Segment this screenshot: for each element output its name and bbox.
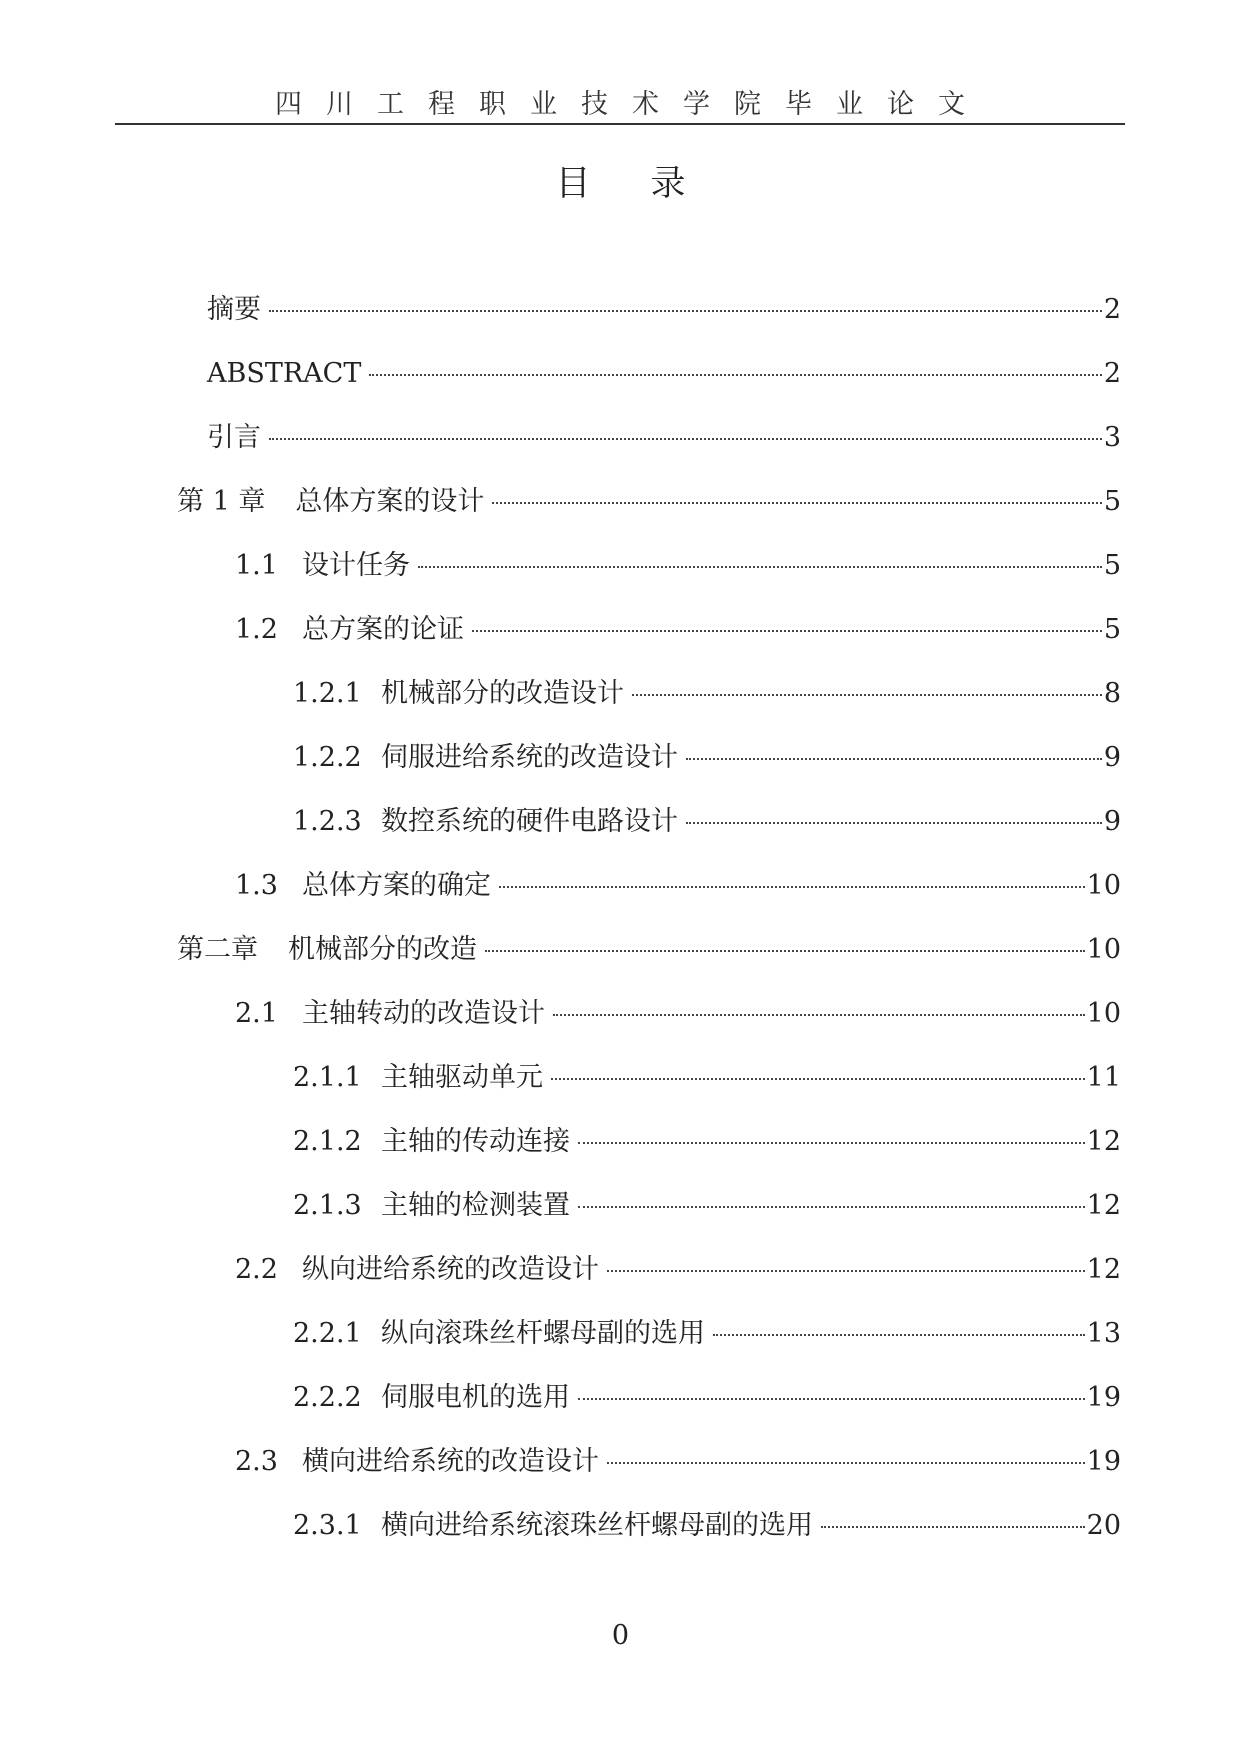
dot-leader xyxy=(686,822,1102,824)
toc-entry-page: 13 xyxy=(1086,1318,1121,1349)
toc-entry-number: 第 1 章 xyxy=(177,486,266,517)
toc-entry-number: 1.2.2 xyxy=(293,742,362,773)
dot-leader xyxy=(632,694,1102,696)
toc-entry-number: 2.1.1 xyxy=(293,1062,362,1093)
toc-entry-number: 2.3.1 xyxy=(293,1510,362,1541)
toc-entry-page: 2 xyxy=(1103,294,1121,325)
toc-entry-label: 伺服进给系统的改造设计 xyxy=(381,742,678,773)
toc-entry-page: 5 xyxy=(1103,550,1121,581)
toc-entry-label: 总方案的论证 xyxy=(302,614,464,645)
toc-entry[interactable] xyxy=(235,1442,1121,1482)
toc-entry[interactable] xyxy=(293,1378,1121,1418)
toc-entry-number: 1.2 xyxy=(235,614,278,645)
toc-entry-page: 5 xyxy=(1103,486,1121,517)
dot-leader xyxy=(686,758,1102,760)
toc-entry-page: 5 xyxy=(1103,614,1121,645)
toc-entry[interactable] xyxy=(293,1058,1121,1098)
toc-entry-label: 主轴的检测装置 xyxy=(381,1190,570,1221)
toc-entry-label: 总体方案的设计 xyxy=(295,486,485,517)
toc-entry[interactable] xyxy=(293,1122,1121,1162)
toc-entry-number: 2.1 xyxy=(235,998,278,1029)
toc-entry-page: 9 xyxy=(1103,742,1121,773)
toc-entry[interactable] xyxy=(177,930,1121,970)
toc-entry[interactable] xyxy=(177,354,1121,394)
toc-entry[interactable] xyxy=(177,290,1121,330)
dot-leader xyxy=(369,374,1101,376)
toc-entry-label: 主轴转动的改造设计 xyxy=(302,998,545,1029)
toc-entry[interactable] xyxy=(177,418,1121,458)
toc-entry[interactable] xyxy=(235,546,1121,586)
toc-entry-label: 主轴的传动连接 xyxy=(381,1126,570,1157)
toc-entry-number: 1.1 xyxy=(235,550,278,581)
toc-entry-number: 1.3 xyxy=(235,870,278,901)
dot-leader xyxy=(492,502,1101,504)
toc-entry-number: 1.2.3 xyxy=(293,806,362,837)
toc-entry-number: 2.2 xyxy=(235,1254,278,1285)
dot-leader xyxy=(578,1142,1085,1144)
toc-entry[interactable] xyxy=(235,1250,1121,1290)
dot-leader xyxy=(578,1206,1085,1208)
toc-entry[interactable] xyxy=(293,1506,1121,1546)
header-rule xyxy=(115,123,1125,125)
toc-entry-label: 机械部分的改造 xyxy=(288,934,477,965)
toc-entry-number: 2.3 xyxy=(235,1446,278,1477)
toc-entry[interactable] xyxy=(235,994,1121,1034)
toc-entry[interactable] xyxy=(293,802,1121,842)
toc-entry-label: ABSTRACT xyxy=(207,358,362,389)
toc-entry[interactable] xyxy=(235,866,1121,906)
toc-entry-page: 19 xyxy=(1086,1382,1121,1413)
toc-entry[interactable] xyxy=(293,738,1121,778)
dot-leader xyxy=(607,1270,1085,1272)
dot-leader xyxy=(713,1334,1085,1336)
dot-leader xyxy=(418,566,1102,568)
toc-entry-page: 2 xyxy=(1103,358,1121,389)
toc-entry-label: 数控系统的硬件电路设计 xyxy=(381,806,678,837)
toc-entry-label: 机械部分的改造设计 xyxy=(381,678,624,709)
toc-entry-page: 20 xyxy=(1086,1510,1121,1541)
toc-entry-page: 12 xyxy=(1086,1254,1121,1285)
dot-leader xyxy=(472,630,1102,632)
toc-entry-label: 摘要 xyxy=(207,294,261,325)
toc-entry-label: 总体方案的确定 xyxy=(302,870,491,901)
dot-leader xyxy=(269,310,1102,312)
toc-entry[interactable] xyxy=(235,610,1121,650)
toc-entry-label: 横向进给系统滚珠丝杆螺母副的选用 xyxy=(381,1510,813,1541)
toc-entry-label: 伺服电机的选用 xyxy=(381,1382,570,1413)
toc-entry-page: 12 xyxy=(1086,1126,1121,1157)
toc-entry-page: 3 xyxy=(1103,422,1121,453)
toc-entry[interactable] xyxy=(293,1314,1121,1354)
dot-leader xyxy=(269,438,1102,440)
dot-leader xyxy=(551,1078,1085,1080)
toc-entry-page: 9 xyxy=(1103,806,1121,837)
dot-leader xyxy=(553,1014,1085,1016)
dot-leader xyxy=(821,1526,1085,1528)
toc-entry-label: 纵向进给系统的改造设计 xyxy=(302,1254,599,1285)
dot-leader xyxy=(485,950,1085,952)
toc-entry-number: 1.2.1 xyxy=(293,678,362,709)
toc-entry-number: 2.1.3 xyxy=(293,1190,362,1221)
toc-entry-label: 设计任务 xyxy=(302,550,410,581)
toc-entry[interactable] xyxy=(177,482,1121,522)
toc-entry-page: 11 xyxy=(1086,1062,1121,1093)
toc-entry-page: 8 xyxy=(1103,678,1121,709)
toc-entry-page: 10 xyxy=(1086,870,1121,901)
toc-entry-page: 10 xyxy=(1086,998,1121,1029)
toc-entry-label: 纵向滚珠丝杆螺母副的选用 xyxy=(381,1318,705,1349)
toc-entry-label: 横向进给系统的改造设计 xyxy=(302,1446,599,1477)
toc-entry-number: 2.2.1 xyxy=(293,1318,362,1349)
dot-leader xyxy=(607,1462,1085,1464)
toc-entry-number: 2.1.2 xyxy=(293,1126,362,1157)
page-number: 0 xyxy=(611,1620,630,1651)
toc-entry[interactable] xyxy=(293,1186,1121,1226)
toc-entry-number: 2.2.2 xyxy=(293,1382,362,1413)
running-header: 四川工程职业技术学院毕业论文 xyxy=(275,89,989,120)
toc-entry-number: 第二章 xyxy=(177,934,258,965)
dot-leader xyxy=(578,1398,1085,1400)
toc-entry-page: 19 xyxy=(1086,1446,1121,1477)
toc-entry-label: 引言 xyxy=(207,422,261,453)
toc-entry-label: 主轴驱动单元 xyxy=(381,1062,543,1093)
page-title: 目录 xyxy=(555,164,746,204)
toc-entry[interactable] xyxy=(293,674,1121,714)
toc-entry-page: 10 xyxy=(1086,934,1121,965)
dot-leader xyxy=(499,886,1085,888)
toc-entry-page: 12 xyxy=(1086,1190,1121,1221)
